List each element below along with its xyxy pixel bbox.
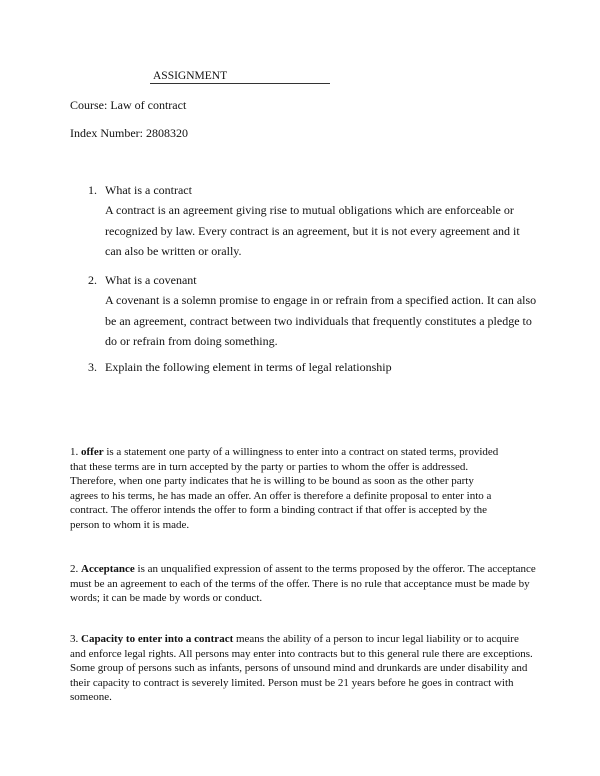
element-line: means the ability of a person to incur legal liability or to acquire bbox=[233, 633, 519, 645]
question-number: 1. bbox=[88, 183, 97, 197]
element-offer bbox=[70, 445, 498, 532]
element-line: and enforce legal rights. All persons may enter into contracts but to this general rule there are exceptions. bbox=[70, 647, 533, 660]
element-term: Capacity to enter into a contract bbox=[81, 633, 234, 645]
course-label: Course: Law of contract bbox=[70, 98, 187, 112]
answer-line: do or refrain from doing something. bbox=[105, 334, 278, 348]
element-line: someone. bbox=[70, 691, 112, 703]
element-line: contract. The offeror intends the offer to form a binding contract if that offer is accepted by the bbox=[70, 504, 488, 516]
element-line: words; it can be made by words or conduct. bbox=[70, 592, 263, 604]
document-title: ASSIGNMENT bbox=[150, 70, 330, 84]
answer-paragraph bbox=[105, 290, 536, 352]
element-line: that these terms are in turn accepted by the party or parties to whom the offer is addressed. bbox=[70, 460, 469, 473]
element-line: is an unqualified expression of assent to the terms proposed by the offeror. The acceptance bbox=[134, 563, 536, 575]
element-prefix: 3. bbox=[70, 633, 81, 645]
element-line: Some group of persons such as infants, persons of unsound mind and drunkards are under disability and bbox=[70, 662, 528, 674]
element-line: must be an agreement to each of the terms of the offer. There is no rule that acceptance must be made by bbox=[70, 577, 530, 590]
element-term: offer bbox=[81, 446, 104, 458]
element-line: is a statement one party of a willingness to enter into a contract on stated terms, provided bbox=[103, 446, 499, 458]
answer-paragraph bbox=[105, 200, 520, 262]
question-number: 2. bbox=[88, 273, 97, 287]
element-line: person to whom it is made. bbox=[70, 518, 190, 531]
question-text: What is a contract bbox=[105, 183, 192, 197]
element-line: their capacity to contract is severely limited. Person must be 21 years before he goes in contract with bbox=[70, 676, 514, 689]
index-number: Index Number: 2808320 bbox=[70, 126, 188, 140]
element-acceptance bbox=[70, 562, 536, 606]
question-text: What is a covenant bbox=[105, 273, 197, 287]
element-term: Acceptance bbox=[81, 563, 135, 575]
element-line: agrees to his terms, he has made an offer. An offer is therefore a definite proposal to enter into a bbox=[70, 489, 492, 502]
answer-line: can also be written or orally. bbox=[105, 244, 242, 258]
element-prefix: 2. bbox=[70, 563, 81, 575]
answer-line: be an agreement, contract between two individuals that frequently constitutes a pledge to bbox=[105, 313, 532, 328]
answer-line: recognized by law. Every contract is an agreement, but it is not every agreement and it bbox=[105, 223, 520, 238]
question-text: Explain the following element in terms of legal relationship bbox=[105, 360, 392, 374]
element-prefix: 1. bbox=[70, 446, 81, 458]
answer-line: A covenant is a solemn promise to engage in or refrain from a specified action. It can also bbox=[105, 293, 537, 307]
element-capacity bbox=[70, 632, 533, 705]
answer-line: A contract is an agreement giving rise to mutual obligations which are enforceable or bbox=[105, 203, 514, 217]
element-line: Therefore, when one party indicates that he is willing to be bound as soon as the other party bbox=[70, 475, 474, 487]
question-number: 3. bbox=[88, 360, 97, 374]
